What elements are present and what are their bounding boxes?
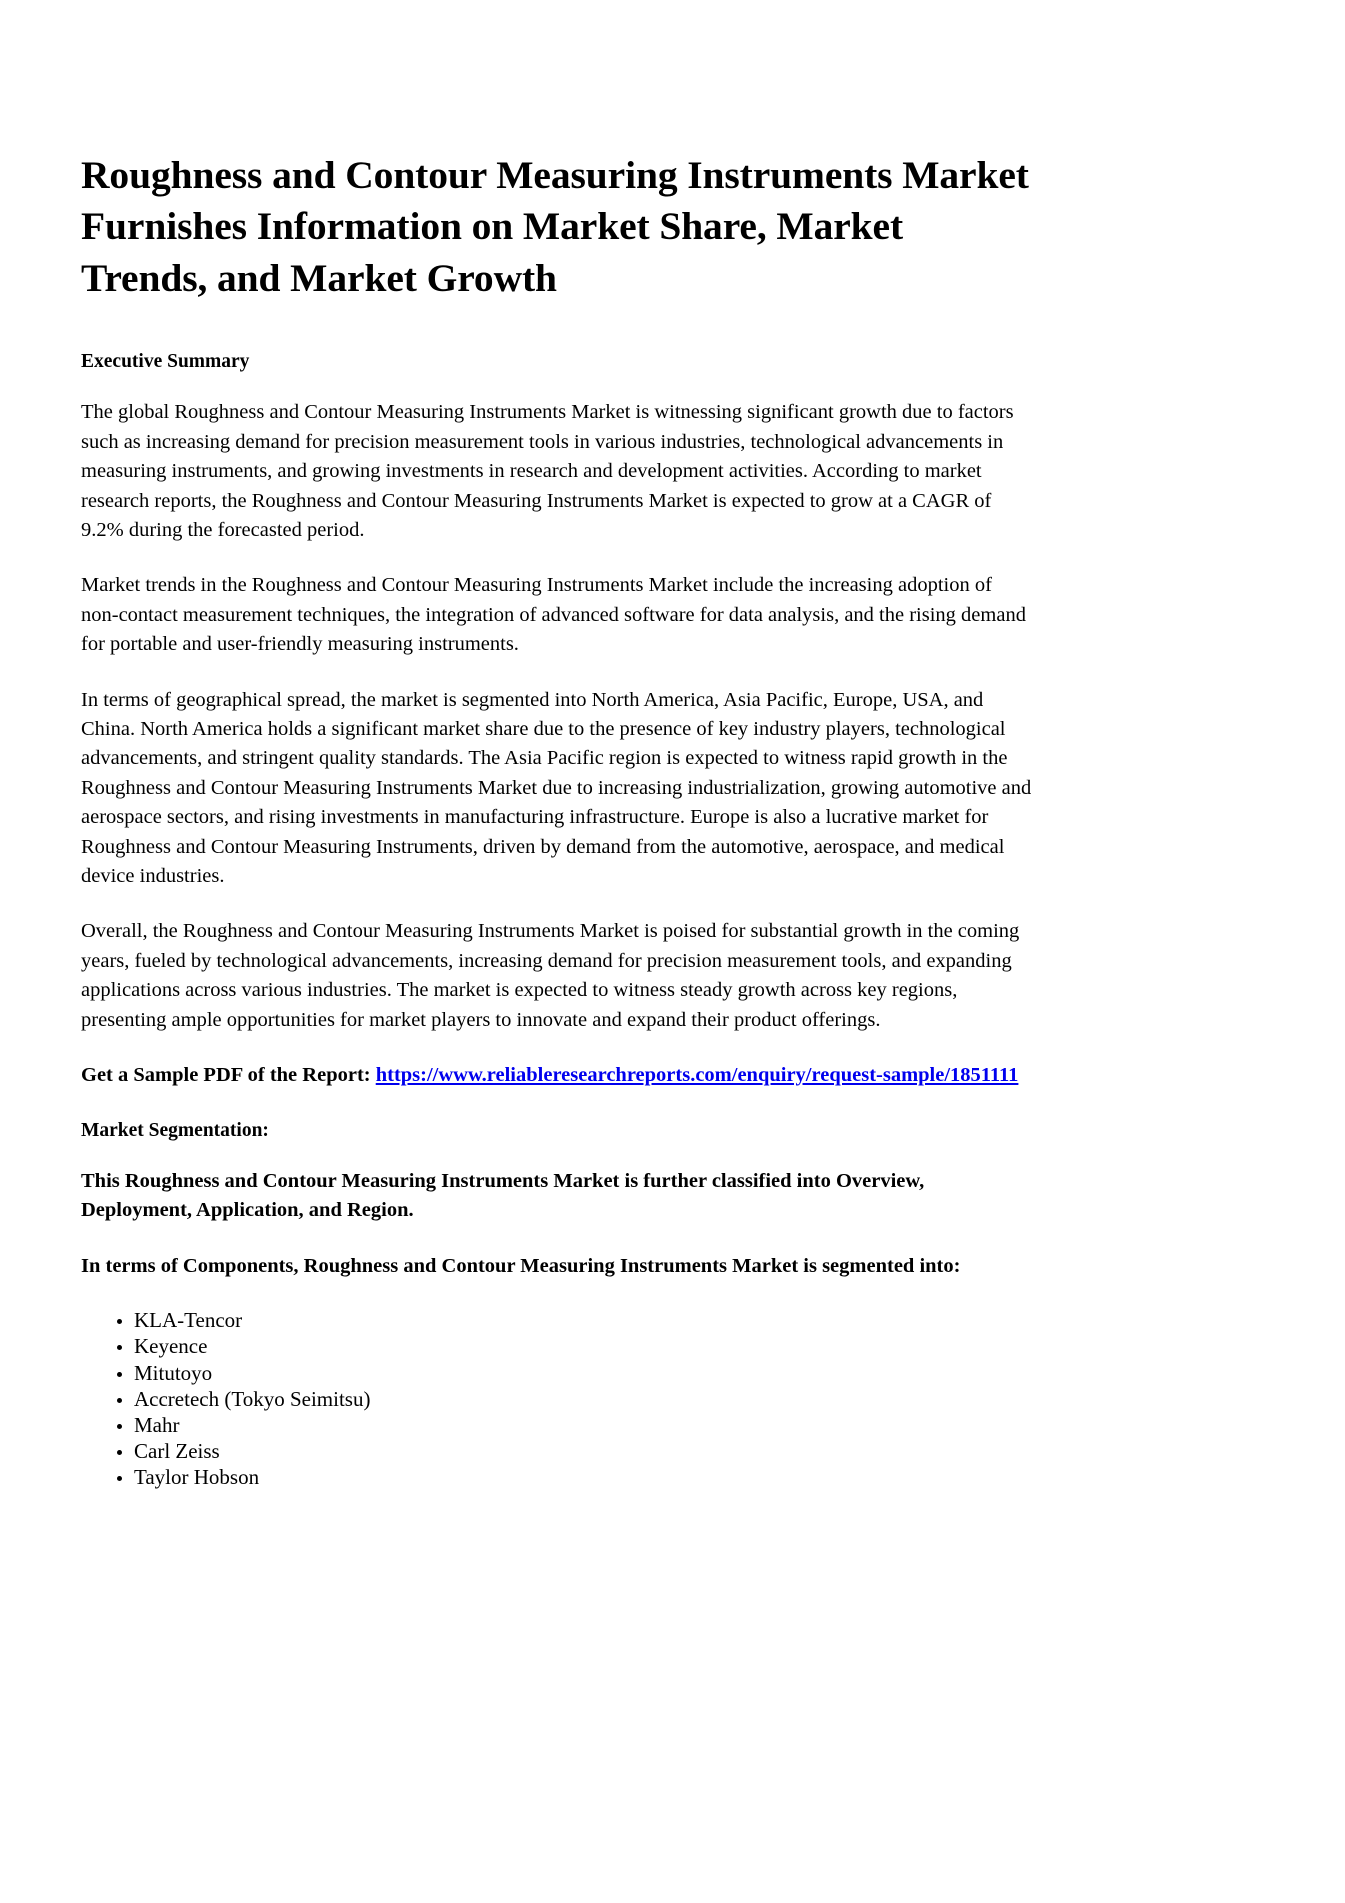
paragraph-overall-outlook: Overall, the Roughness and Contour Measuring Instruments Market is poised for substantial growth in the coming years, fueled by technological advancements, increasing demand for precision measurement tools, and expanding applications across various industries. The market is expected to witness steady growth across key regions, presenting ample opportunities for market players to innovate and expand their product offerings. bbox=[81, 920, 1020, 1031]
list-item: • Keyence bbox=[134, 1333, 1033, 1359]
list-item: • Carl Zeiss bbox=[134, 1438, 1033, 1464]
market-segmentation-heading: Market Segmentation: bbox=[81, 1119, 269, 1141]
sample-pdf-paragraph bbox=[81, 1061, 1033, 1091]
components-intro: In terms of Components, Roughness and Contour Measuring Instruments Market is segmented into: bbox=[81, 1254, 961, 1277]
list-item: • Taylor Hobson bbox=[134, 1464, 1033, 1490]
request-sample-link[interactable]: https://www.reliableresearchreports.com/enquiry/request-sample/1851111 bbox=[375, 1064, 1019, 1087]
paragraph-market-trends: Market trends in the Roughness and Contour Measuring Instruments Market include the increasing adoption of non-contact measurement techniques, the integration of advanced software for data analysis, and the rising demand for portable and user-friendly measuring instruments. bbox=[81, 574, 1026, 656]
page-title: Roughness and Contour Measuring Instruments Market Furnishes Information on Market Share, Market Trends, and Market Growth bbox=[81, 153, 1029, 300]
list-item: • Mitutoyo bbox=[134, 1360, 1033, 1386]
market-segmentation-intro: This Roughness and Contour Measuring Instruments Market is further classified into Overview, Deployment, Application, and Region. bbox=[81, 1169, 925, 1222]
list-item: • Accretech (Tokyo Seimitsu) bbox=[134, 1386, 1033, 1412]
paragraph-geographical-spread: In terms of geographical spread, the market is segmented into North America, Asia Pacific, Europe, USA, and China. North America holds a significant market share due to the presence of key industry players, technological advancements, and stringent quality standards. The Asia Pacific region is expected to witness rapid growth in the Roughness and Contour Measuring Instruments Market due to increasing industrialization, growing automotive and aerospace sectors, and rising investments in manufacturing infrastructure. Europe is also a lucrative market for Roughness and Contour Measuring Instruments, driven by demand from the automotive, aerospace, and medical device industries. bbox=[81, 688, 1032, 887]
executive-summary-heading: Executive Summary bbox=[81, 351, 250, 373]
sample-pdf-label: Get a Sample PDF of the Report: bbox=[81, 1064, 376, 1087]
components-list bbox=[81, 1307, 1033, 1490]
paragraph-executive-summary-1: The global Roughness and Contour Measuring Instruments Market is witnessing significant growth due to factors such as increasing demand for precision measurement tools in various industries, technological advancements in measuring instruments, and growing investments in research and development activities. According to market research reports, the Roughness and Contour Measuring Instruments Market is expected to grow at a CAGR of 9.2% during the forecasted period. bbox=[81, 401, 1014, 541]
list-item: • Mahr bbox=[134, 1412, 1033, 1438]
list-item: • KLA-Tencor bbox=[134, 1307, 1033, 1333]
